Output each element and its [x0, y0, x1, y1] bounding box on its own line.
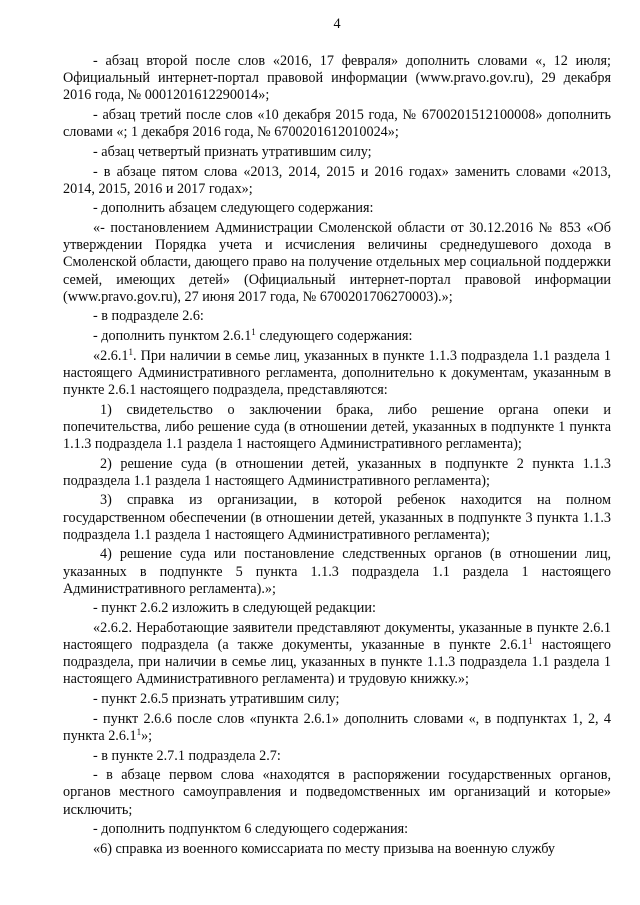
- paragraph-9-text: «2.6.1: [93, 347, 129, 364]
- paragraph-3: - абзац четвертый признать утратившим силу;: [93, 143, 372, 160]
- paragraph-15-text: «2.6.2. Неработающие заявители представляют документы, указанные в пункте 2.6.1 настоящего подраздела (а также документы, указанные в пункте 2.6.1: [63, 620, 611, 654]
- paragraph-14: - пункт 2.6.2 изложить в следующей редакции:: [93, 600, 376, 617]
- paragraph-17: [63, 711, 611, 745]
- superscript-mark: 1: [136, 726, 142, 737]
- paragraph-8-text: - дополнить пунктом 2.6.1: [93, 328, 252, 344]
- paragraph-21: «6) справка из военного комиссариата по месту призыва на военную службу: [93, 840, 555, 857]
- paragraph-19: - в абзаце первом слова «находятся в распоряжении государственных органов, органов местного самоуправления и подведомственных им организаций и которые» исключить;: [63, 767, 611, 818]
- paragraph-11: 2) решение суда (в отношении детей, указанных в подпункте 2 пункта 1.1.3 подраздела 1.1 раздела 1 настоящего Административного регламента);: [63, 455, 611, 489]
- paragraph-2: - абзац третий после слов «10 декабря 2015 года, № 6700201512100008» дополнить словами «; 1 декабря 2016 года, № 6700201612010024»;: [63, 107, 611, 141]
- paragraph-13: 4) решение суда или постановление следственных органов (в отношении лиц, указанных в подпункте 5 пункта 1.1.3 подраздела 1.1 раздела 1 настоящего Административного регламента).»;: [63, 546, 611, 597]
- paragraph-8-text-end: следующего содержания:: [255, 328, 413, 344]
- paragraph-8: [63, 328, 611, 345]
- superscript-mark: 1: [128, 346, 133, 357]
- paragraph-15-text-end: настоящего подраздела, при наличии в семье лиц, указанных в пункте 1.1.3 подраздела 1.1 раздела 1 настоящего Административного регламента) и трудовую книжку.»;: [63, 637, 611, 688]
- paragraph-6: «- постановлением Администрации Смоленской области от 30.12.2016 № 853 «Об утверждении Порядка учета и исчисления величины среднедушевого дохода в Смоленской области, дающего право на получение отдельных мер социальной поддержки семей, имеющих детей» (Официальный интернет-портал правовой информации (www.pravo.gov.ru), 27 июня 2017 года, № 6700201706270003).»;: [63, 220, 611, 305]
- page-number: 4: [333, 16, 341, 32]
- superscript-mark: 1: [251, 327, 256, 337]
- paragraph-17-text-end: »;: [141, 727, 153, 744]
- paragraph-20: - дополнить подпунктом 6 следующего содержания:: [93, 821, 409, 838]
- paragraph-9-text-end: . При наличии в семье лиц, указанных в пункте 1.1.3 подраздела 1.1 раздела 1 настоящего Административного регламента, дополнительно к документам, указанным в пункте 2.6.1 настоящего подраздела, представляются:: [63, 347, 611, 398]
- paragraph-18: - в пункте 2.7.1 подраздела 2.7:: [93, 747, 281, 764]
- paragraph-5: - дополнить абзацем следующего содержания:: [93, 200, 374, 217]
- superscript-mark: 1: [528, 636, 533, 647]
- paragraph-1: - абзац второй после слов «2016, 17 февраля» дополнить словами «, 12 июля; Официальный интернет-портал правовой информации (www.pravo.gov.ru), 29 декабря 2016 года, № 0001201612290014»;: [63, 53, 611, 104]
- paragraph-9: [63, 348, 611, 399]
- paragraph-4: - в абзаце пятом слова «2013, 2014, 2015 и 2016 годах» заменить словами «2013, 2014, 2015, 2016 и 2017 годах»;: [63, 163, 611, 197]
- paragraph-15: [63, 620, 611, 689]
- paragraph-17-text: - пункт 2.6.6 после слов «пункта 2.6.1» дополнить словами «, в подпунктах 1, 2, 4 пункта 2.6.1: [63, 710, 611, 744]
- paragraph-10: 1) свидетельство о заключении брака, либо решение органа опеки и попечительства, либо решение суда (в отношении детей, указанных в подпункте 1 пункта 1.1.3 подраздела 1.1 раздела 1 настоящего Административного регламента);: [63, 401, 611, 452]
- paragraph-12: 3) справка из организации, в которой ребенок находится на полном государственном обеспечении (в отношении детей, указанных в подпункте 3 пункта 1.1.3 подраздела 1.1 раздела 1 настоящего Административного регламента);: [63, 492, 611, 543]
- paragraph-7: - в подразделе 2.6:: [93, 308, 204, 325]
- paragraph-16: - пункт 2.6.5 признать утратившим силу;: [93, 691, 340, 708]
